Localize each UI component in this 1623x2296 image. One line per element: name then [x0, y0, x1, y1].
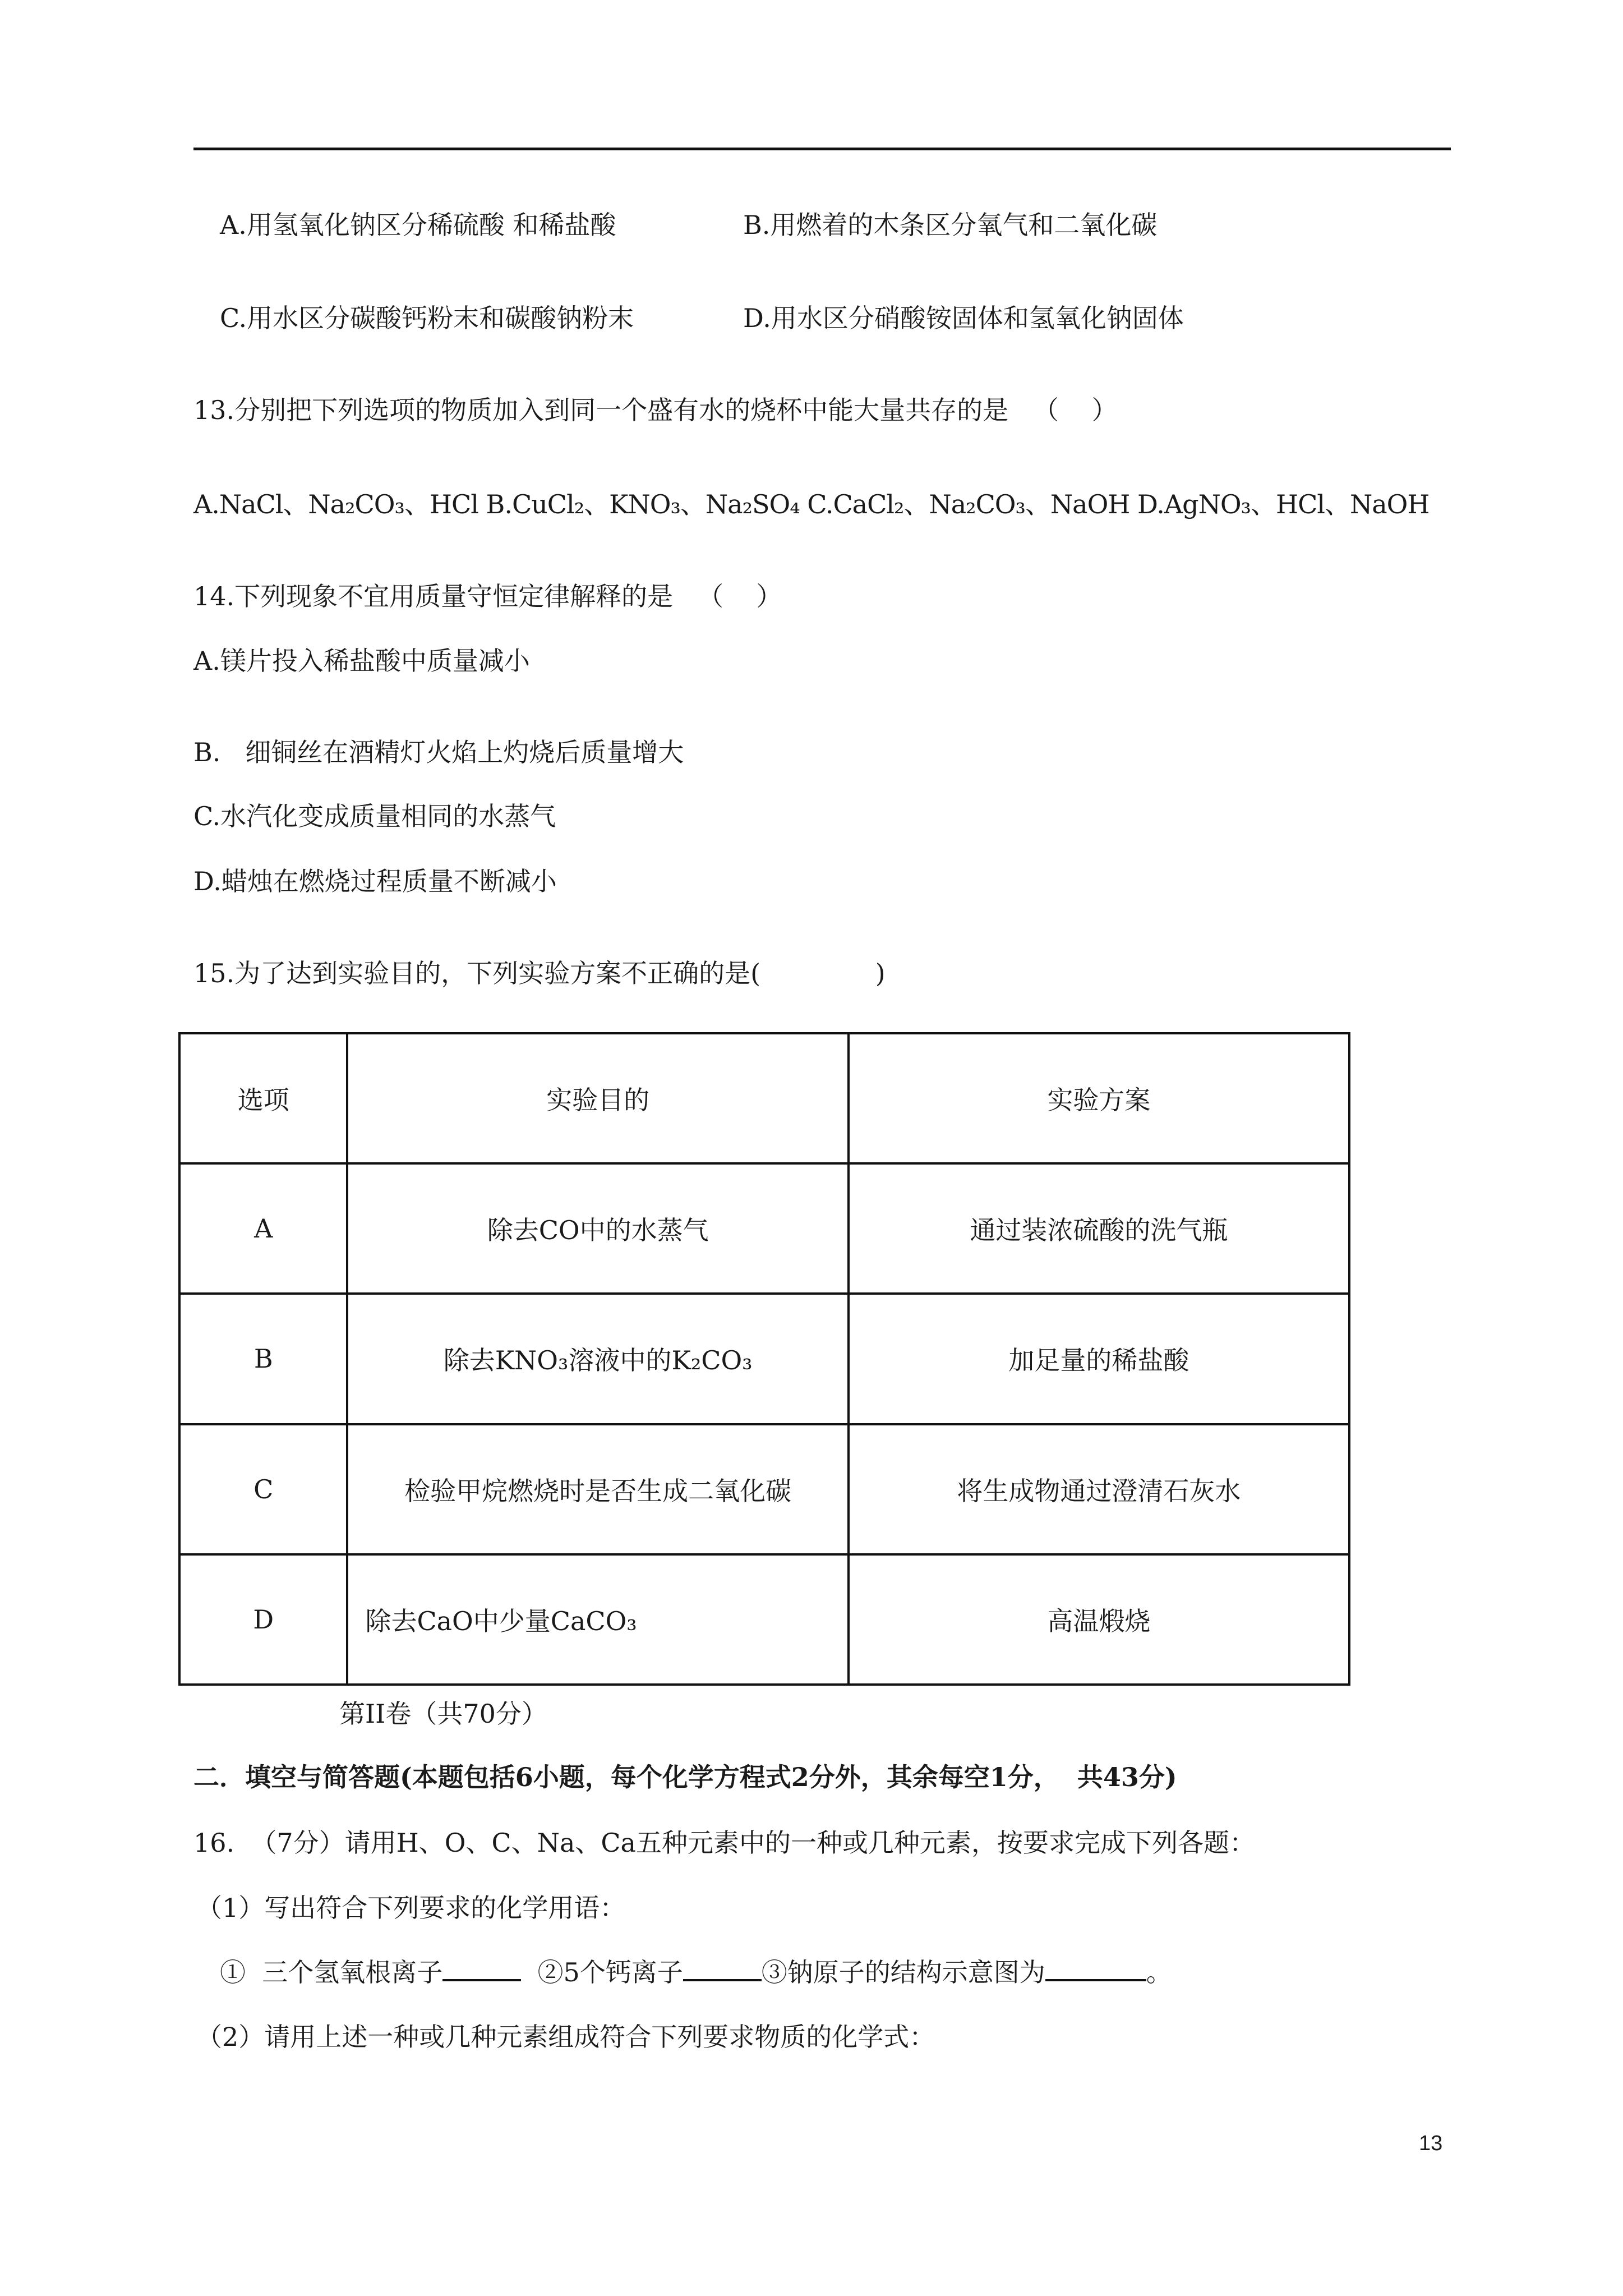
row-plan: 通过装浓硫酸的洗气瓶 — [849, 1163, 1349, 1294]
row-plan: 加足量的稀盐酸 — [849, 1294, 1349, 1424]
q16-fill-line — [220, 1959, 1172, 1985]
header-rule — [193, 148, 1451, 150]
q13-stem: 13.分别把下列选项的物质加入到同一个盛有水的烧杯中能大量共存的是 （ ） — [193, 395, 1118, 425]
q16-stem: 16. （7分）请用H、O、C、Na、Ca五种元素中的一种或几种元素，按要求完成下列各题： — [193, 1828, 1255, 1858]
row-option: D — [179, 1554, 347, 1685]
q14-option-b: B. 细铜丝在酒精灯火焰上灼烧后质量增大 — [193, 737, 684, 767]
q15-stem: 15.为了达到实验目的，下列实验方案不正确的是( ) — [193, 958, 886, 988]
q16-part2: （2）请用上述一种或几种元素组成符合下列要求物质的化学式： — [196, 2022, 935, 2052]
header-purpose: 实验目的 — [347, 1033, 848, 1163]
table-row — [179, 1424, 1349, 1554]
page-number: 13 — [1419, 2132, 1443, 2155]
row-option: A — [179, 1163, 347, 1294]
volume-title: 第II卷（共70分） — [339, 1699, 547, 1729]
q12-option-c: C.用水区分碳酸钙粉末和碳酸钠粉末 — [220, 303, 634, 333]
answer-blank-3[interactable] — [1045, 1959, 1146, 1981]
q14-option-c: C.水汽化变成质量相同的水蒸气 — [193, 801, 556, 831]
q16-item2: ②5个钙离子 — [537, 1957, 683, 1987]
q15-table — [178, 1032, 1350, 1686]
row-plan: 高温煅烧 — [849, 1554, 1349, 1685]
q13-options: A.NaCl、Na₂CO₃、HCl B.CuCl₂、KNO₃、Na₂SO₄ C.CaCl₂、Na₂CO₃、NaOH D.AgNO₃、HCl、NaOH — [193, 489, 1430, 519]
row-purpose: 除去CO中的水蒸气 — [347, 1163, 848, 1294]
q12-option-d: D.用水区分硝酸铵固体和氢氧化钠固体 — [743, 303, 1184, 333]
q12-option-b: B.用燃着的木条区分氧气和二氧化碳 — [743, 210, 1158, 240]
row-purpose: 检验甲烷燃烧时是否生成二氧化碳 — [347, 1424, 848, 1554]
q16-part1: （1）写出符合下列要求的化学用语： — [196, 1893, 626, 1923]
q16-item1: ① 三个氢氧根离子 — [220, 1957, 443, 1987]
header-option: 选项 — [179, 1033, 347, 1163]
q14-option-a: A.镁片投入稀盐酸中质量减小 — [193, 646, 530, 676]
row-option: C — [179, 1424, 347, 1554]
row-option: B — [179, 1294, 347, 1424]
answer-blank-1[interactable] — [442, 1959, 521, 1981]
row-purpose: 除去KNO₃溶液中的K₂CO₃ — [347, 1294, 848, 1424]
answer-blank-2[interactable] — [683, 1959, 762, 1981]
q16-end: 。 — [1146, 1957, 1172, 1987]
q14-option-d: D.蜡烛在燃烧过程质量不断减小 — [193, 866, 557, 896]
table-row — [179, 1554, 1349, 1685]
row-plan: 将生成物通过澄清石灰水 — [849, 1424, 1349, 1554]
table-row — [179, 1163, 1349, 1294]
q12-option-a: A.用氢氧化钠区分稀硫酸 和稀盐酸 — [220, 210, 616, 240]
table-row — [179, 1294, 1349, 1424]
q14-stem: 14.下列现象不宜用质量守恒定律解释的是 （ ） — [193, 581, 782, 611]
table-header-row — [179, 1033, 1349, 1163]
q16-item3: ③钠原子的结构示意图为 — [761, 1957, 1045, 1987]
header-plan: 实验方案 — [849, 1033, 1349, 1163]
section-heading: 二．填空与简答题(本题包括6小题，每个化学方程式2分外，其余每空1分， 共43分) — [193, 1762, 1177, 1792]
row-purpose: 除去CaO中少量CaCO₃ — [347, 1554, 848, 1685]
